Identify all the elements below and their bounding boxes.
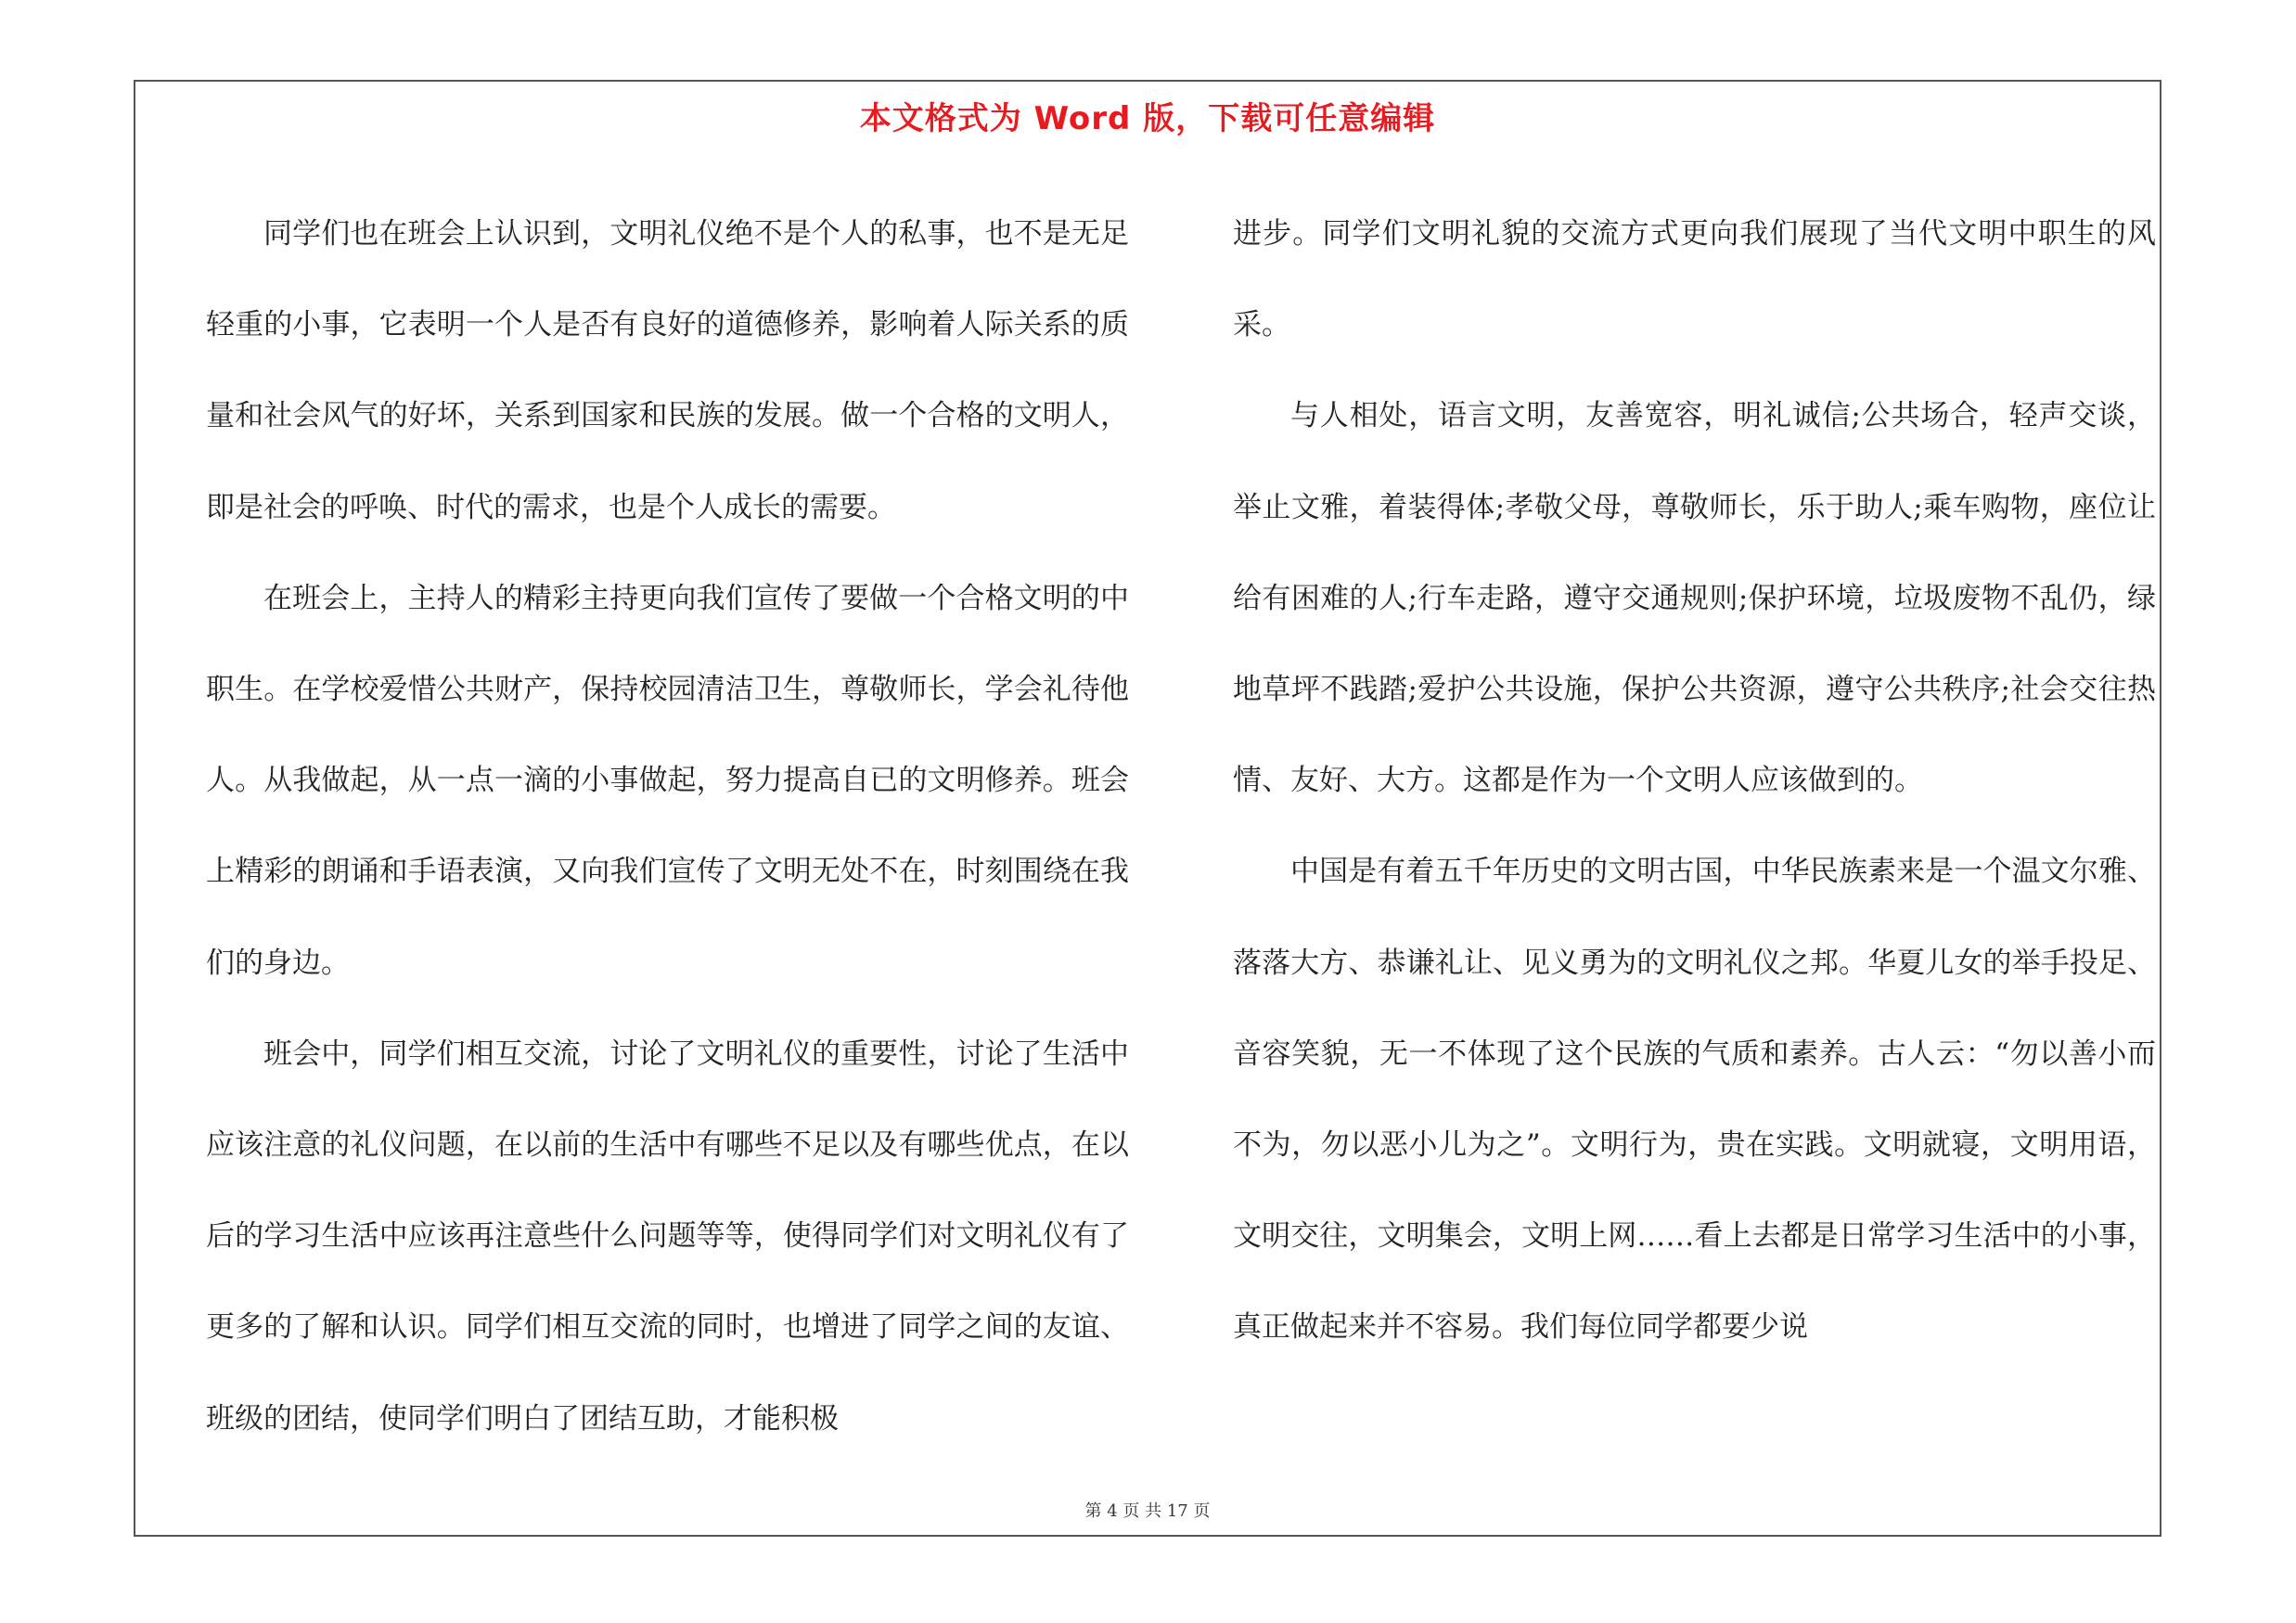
right-column xyxy=(1233,188,2156,1488)
paragraph: 在班会上，主持人的精彩主持更向我们宣传了要做一个合格文明的中职生。在学校爱惜公共财产，保持校园清洁卫生，尊敬师长，学会礼待他人。从我做起，从一点一滴的小事做起，努力提高自已的文明修养。班会上精彩的朗诵和手语表演，又向我们宣传了文明无处不在，时刻围绕在我们的身边。 xyxy=(206,581,1129,980)
paragraph: 与人相处，语言文明，友善宽容，明礼诚信;公共场合，轻声交谈，举止文雅，着装得体;孝敬父母，尊敬师长，乐于助人;乘车购物，座位让给有困难的人;行车走路，遵守交通规则;保护环境，垃圾废物不乱仍，绿地草坪不践踏;爱护公共设施，保护公共资源，遵守公共秩序;社会交往热情、友好、大方。这都是作为一个文明人应该做到的。 xyxy=(1233,399,2156,798)
page-frame xyxy=(134,80,2161,1537)
left-column xyxy=(206,188,1129,1488)
paragraph: 班会中，同学们相互交流，讨论了文明礼仪的重要性，讨论了生活中应该注意的礼仪问题，在以前的生活中有哪些不足以及有哪些优点，在以后的学习生活中应该再注意些什么问题等等，使得同学们对文明礼仪有了更多的了解和认识。同学们相互交流的同时，也增进了同学之间的友谊、班级的团结，使同学们明白了团结互助，才能积极 xyxy=(206,1037,1129,1436)
paragraph: 进步。同学们文明礼貌的交流方式更向我们展现了当代文明中职生的风采。 xyxy=(1233,217,2156,342)
paragraph: 中国是有着五千年历史的文明古国，中华民族素来是一个温文尔雅、落落大方、恭谦礼让、见义勇为的文明礼仪之邦。华夏儿女的举手投足、音容笑貌，无一不体现了这个民族的气质和素养。古人云：“勿以善小而不为，勿以恶小儿为之”。文明行为，贵在实践。文明就寝，文明用语，文明交往，文明集会，文明上网……看上去都是日常学习生活中的小事，真正做起来并不容易。我们每位同学都要少说 xyxy=(1233,855,2156,1345)
paragraph: 同学们也在班会上认识到，文明礼仪绝不是个人的私事，也不是无足轻重的小事，它表明一个人是否有良好的道德修养，影响着人际关系的质量和社会风气的好坏，关系到国家和民族的发展。做一个合格的文明人，即是社会的呼唤、时代的需求，也是个人成长的需要。 xyxy=(206,217,1129,524)
page-number: 第 4 页 共 17 页 xyxy=(1084,1501,1211,1521)
format-banner: 本文格式为 Word 版，下载可任意编辑 xyxy=(859,100,1436,137)
